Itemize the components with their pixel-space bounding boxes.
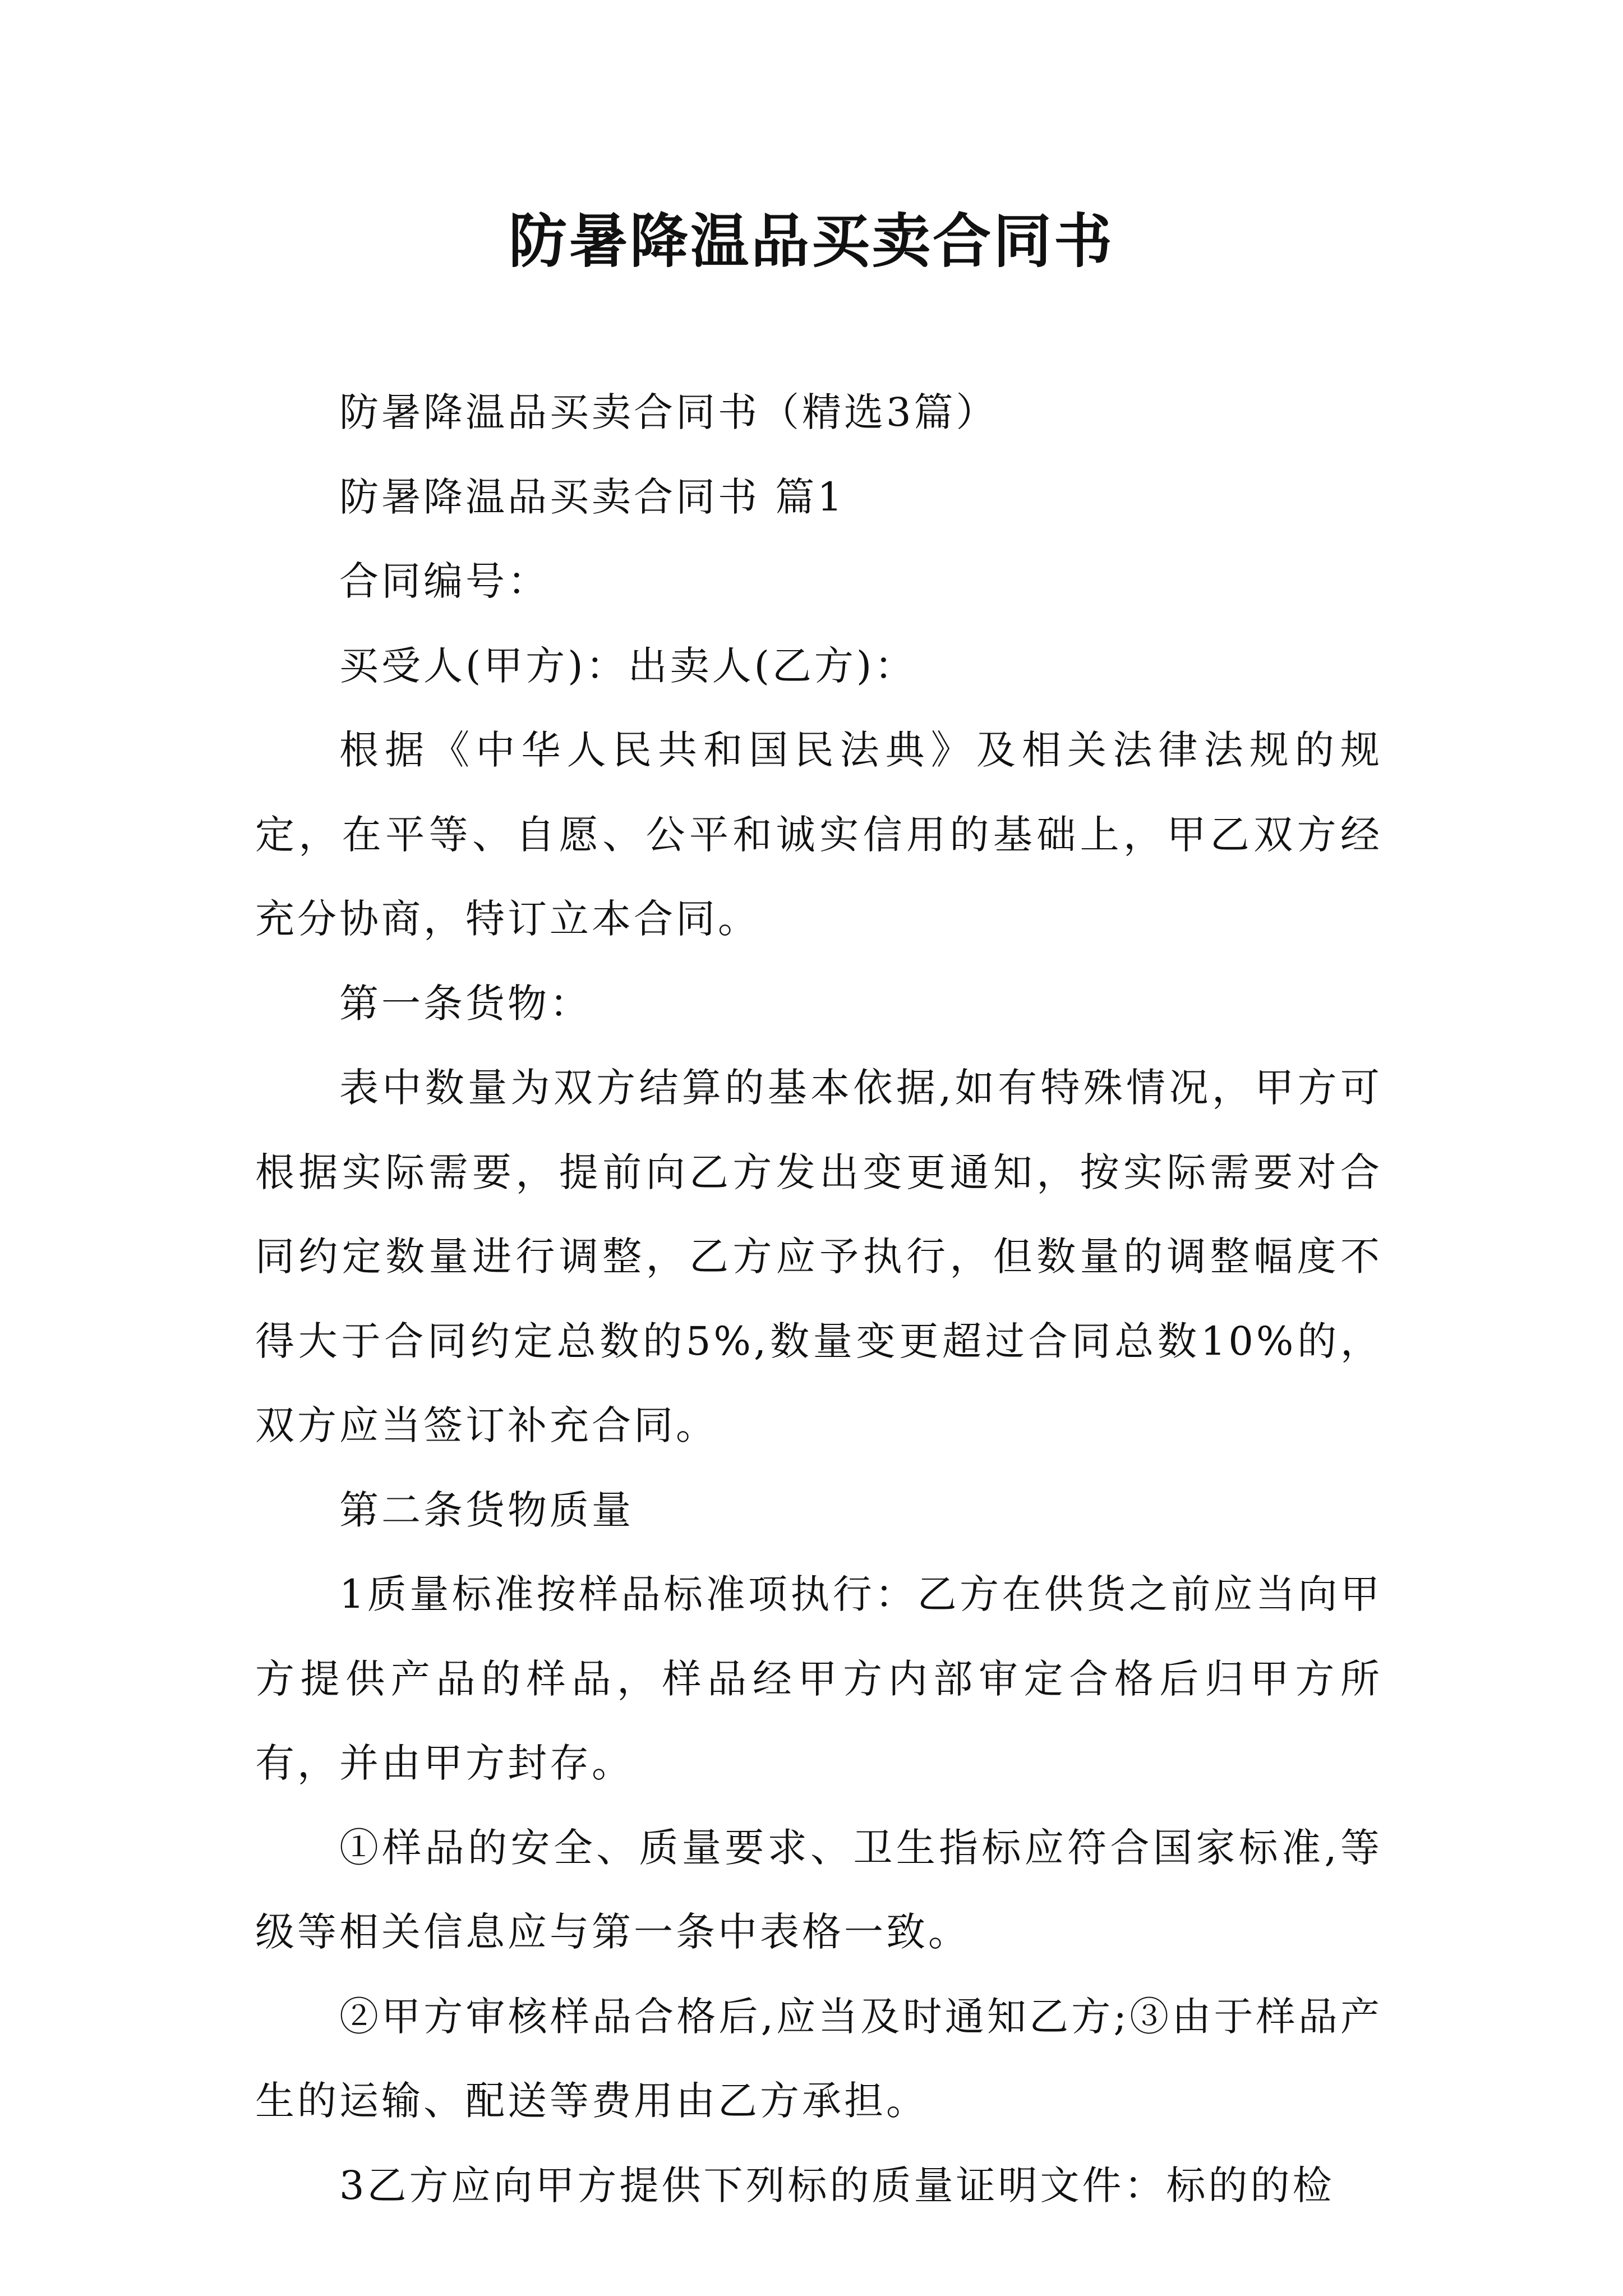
paragraph-contract-number: 合同编号： <box>339 558 550 604</box>
document-body <box>255 370 1382 2228</box>
paragraph-sample-review: ②甲方审核样品合格后,应当及时通知乙方;③由于样品产生的运输、配送等费用由乙方承担。 <box>255 1993 1382 2124</box>
paragraph-preamble: 根据《中华人民共和国民法典》及相关法律法规的规定，在平等、自愿、公平和诚实信用的基础上，甲乙双方经充分协商，特订立本合同。 <box>255 727 1382 942</box>
paragraph-quality-standard: 1质量标准按样品标准项执行：乙方在供货之前应当向甲方提供产品的样品，样品经甲方内部审定合格后归甲方所有，并由甲方封存。 <box>255 1571 1382 1786</box>
paragraph-article-1-heading: 第一条货物： <box>339 980 592 1027</box>
paragraph-quality-documents: 3乙方应向甲方提供下列标的质量证明文件：标的的检 <box>339 2162 1335 2208</box>
paragraph-article-2-heading: 第二条货物质量 <box>339 1487 634 1533</box>
paragraph-article-1-body: 表中数量为双方结算的基本依据,如有特殊情况，甲方可根据实际需要，提前向乙方发出变更通知，按实际需要对合同约定数量进行调整，乙方应予执行，但数量的调整幅度不得大于合同约定总数的5%,数量变更超过合同总数10%的，双方应当签订补充合同。 <box>255 1065 1382 1448</box>
paragraph-sample-requirements: ①样品的安全、质量要求、卫生指标应符合国家标准,等级等相关信息应与第一条中表格一致。 <box>255 1824 1382 1955</box>
document-title: 防暑降温品买卖合同书 <box>508 206 1114 275</box>
paragraph-parties: 买受人(甲方)：出卖人(乙方)： <box>339 642 917 689</box>
paragraph-subtitle: 防暑降温品买卖合同书（精选3篇） <box>339 389 998 435</box>
paragraph-section-heading: 防暑降温品买卖合同书 篇1 <box>339 473 845 520</box>
